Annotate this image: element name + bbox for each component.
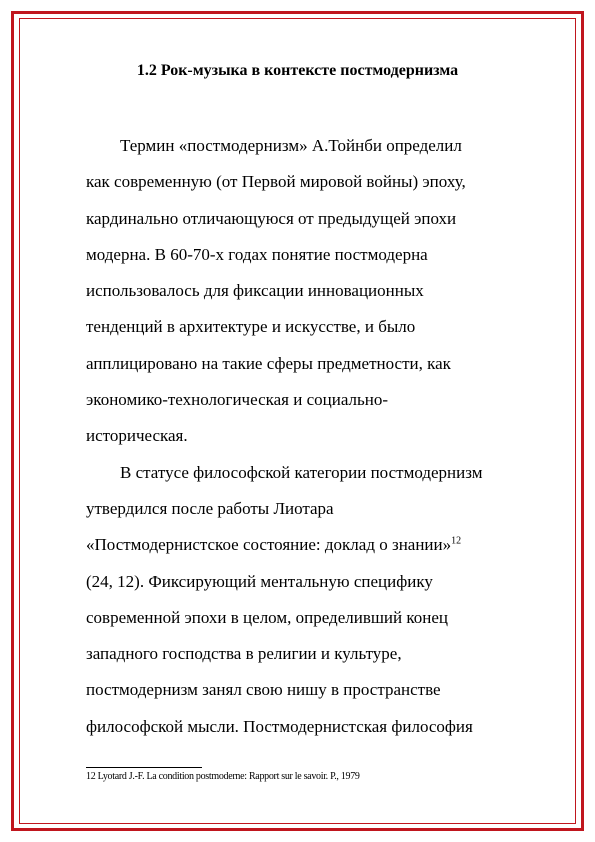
footnote-reference: 12 bbox=[451, 535, 462, 547]
paragraph-1: Термин «постмодернизм» А.Тойнби определил как современную (от Первой мировой войны) эпоху, кардинально отличающуюся от предыдущей эпохи модерна. В 60-70-х годах понятие постмодерна использовалось для фиксации инновационных тенденций в архитектуре и искусстве, и было апплицировано на такие сферы предметности, как экономико-технологическая и социально- историческая. bbox=[86, 136, 466, 446]
body-text bbox=[86, 128, 552, 745]
footnote-separator bbox=[86, 767, 202, 768]
paragraph-2 bbox=[86, 455, 552, 745]
section-heading: 1.2 Рок-музыка в контексте постмодернизма bbox=[136, 62, 459, 79]
paragraph-2-text-end: (24, 12). Фиксирующий ментальную специфику современной эпохи в целом, определивший конец западного господства в религии и культуре, постмодернизм занял свою нишу в пространстве философской мысли. Постмодернистская философия bbox=[86, 571, 473, 736]
paragraph-2-text-start: В статусе философской категории постмодернизм утвердился после работы Лиотара «Постмодернистское состояние: доклад о знании» bbox=[86, 462, 483, 555]
footnote: 12 Lyotard J.-F. La condition postmoderne: Rapport sur le savoir. P., 1979 bbox=[86, 771, 360, 782]
